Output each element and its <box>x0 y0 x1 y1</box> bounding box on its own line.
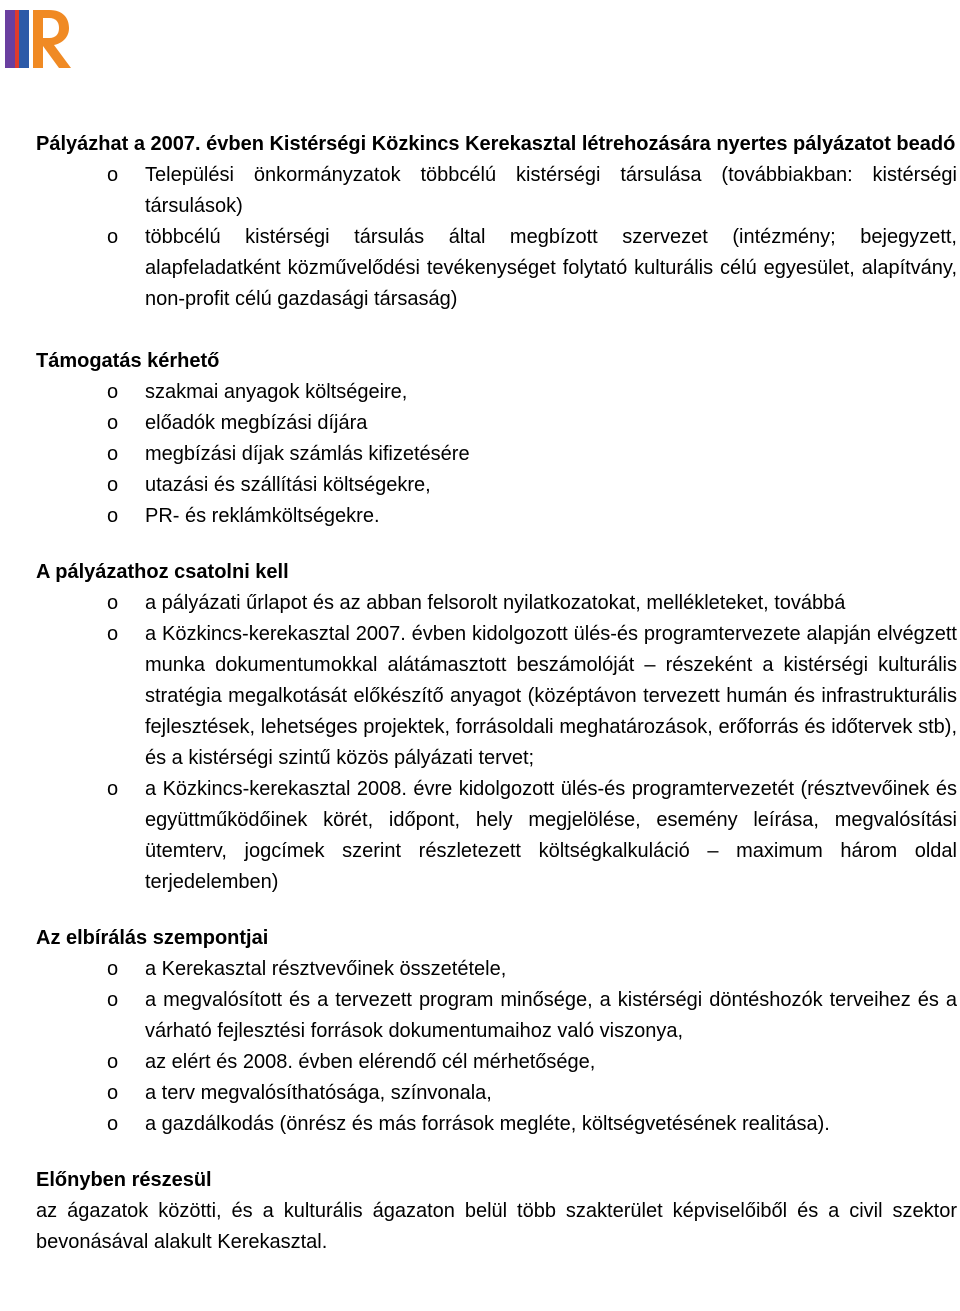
list-item <box>36 160 957 222</box>
list-item-text: utazási és szállítási költségekre, <box>145 474 431 496</box>
bullet: o <box>107 623 119 645</box>
list-item-text: a megvalósított és a tervezett program minősége, a kistérségi döntéshozók terveihez és a várható fejlesztési források dokumentumaihoz való viszonya, <box>145 989 957 1042</box>
criteria-list <box>36 954 957 1140</box>
logo-icon <box>5 8 73 70</box>
advantage-heading: Előnyben részesül <box>36 1169 212 1191</box>
list-item <box>36 1047 957 1078</box>
list-item <box>36 954 957 985</box>
list-item-text: PR- és reklámköltségekre. <box>145 505 380 527</box>
list-item-text: a terv megvalósíthatósága, színvonala, <box>145 1082 492 1104</box>
list-item <box>36 501 957 532</box>
list-item <box>36 222 957 315</box>
bullet: o <box>107 443 119 465</box>
bullet: o <box>107 412 119 434</box>
list-item <box>36 377 957 408</box>
support-list <box>36 377 957 532</box>
list-item-text: a pályázati űrlapot és az abban felsorolt nyilatkozatokat, mellékleteket, továbbá <box>145 592 846 614</box>
bullet: o <box>107 474 119 496</box>
support-heading: Támogatás kérhető <box>36 350 220 372</box>
document-body <box>36 129 957 1258</box>
list-item-text: a Közkincs-kerekasztal 2007. évben kidolgozott ülés-és programtervezete alapján elvégzett munka dokumentumokkal alátámasztott beszámolóját – részeként a kistérségi kulturális stratégia megalkotását előkészítő anyagot (középtávon tervezett humán és infrastrukturális fejlesztések, lehetséges projektek, forrásoldali meghatározások, erőforrás és időtervek stb), és a kistérségi szintű közös pályázati tervet; <box>145 623 957 769</box>
attach-list <box>36 588 957 898</box>
list-item <box>36 588 957 619</box>
list-item-text: szakmai anyagok költségeire, <box>145 381 408 403</box>
list-item <box>36 470 957 501</box>
list-item <box>36 985 957 1047</box>
advantage-text: az ágazatok közötti, és a kulturális ágazaton belül több szakterület képviselőiből és a civil szektor bevonásával alakult Kerekasztal. <box>36 1200 957 1253</box>
bullet: o <box>107 381 119 403</box>
bullet: o <box>107 1051 119 1073</box>
list-item-text: a Kerekasztal résztvevőinek összetétele, <box>145 958 507 980</box>
list-item-text: a Közkincs-kerekasztal 2008. évre kidolgozott ülés-és programtervezetét (résztvevőinek és együttműködőinek körét, időpont, hely megjelölése, esemény leírása, megvalósítási ütemterv, jogcímek szerint részletezett költségkalkuláció – maximum három oldal terjedelemben) <box>145 778 957 893</box>
list-item <box>36 1109 957 1140</box>
bullet: o <box>107 989 119 1011</box>
list-item <box>36 774 957 898</box>
bullet: o <box>107 164 119 186</box>
list-item-text: többcélú kistérségi társulás által megbízott szervezet (intézmény; bejegyzett, alapfeladatként közművelődési tevékenységet folytató kulturális célú egyesület, alapítvány, non-profit célú gazdasági társaság) <box>145 226 957 310</box>
bullet: o <box>107 1082 119 1104</box>
list-item <box>36 439 957 470</box>
list-item <box>36 408 957 439</box>
bullet: o <box>107 592 119 614</box>
criteria-heading: Az elbírálás szempontjai <box>36 927 269 949</box>
list-item-text: a gazdálkodás (önrész és más források megléte, költségvetésének realitása). <box>145 1113 830 1135</box>
list-item-text: előadók megbízási díjára <box>145 412 368 434</box>
attach-heading: A pályázathoz csatolni kell <box>36 561 289 583</box>
list-item <box>36 619 957 774</box>
intro-heading: Pályázhat a 2007. évben Kistérségi Közkincs Kerekasztal létrehozására nyertes pályázatot beadó <box>36 133 956 155</box>
list-item-text: Települési önkormányzatok többcélú kistérségi társulása (továbbiakban: kistérségi társulások) <box>145 164 957 217</box>
bullet: o <box>107 778 119 800</box>
bullet: o <box>107 505 119 527</box>
intro-list <box>36 160 957 315</box>
bullet: o <box>107 226 119 248</box>
bullet: o <box>107 958 119 980</box>
list-item-text: megbízási díjak számlás kifizetésére <box>145 443 470 465</box>
list-item-text: az elért és 2008. évben elérendő cél mérhetősége, <box>145 1051 596 1073</box>
list-item <box>36 1078 957 1109</box>
bullet: o <box>107 1113 119 1135</box>
